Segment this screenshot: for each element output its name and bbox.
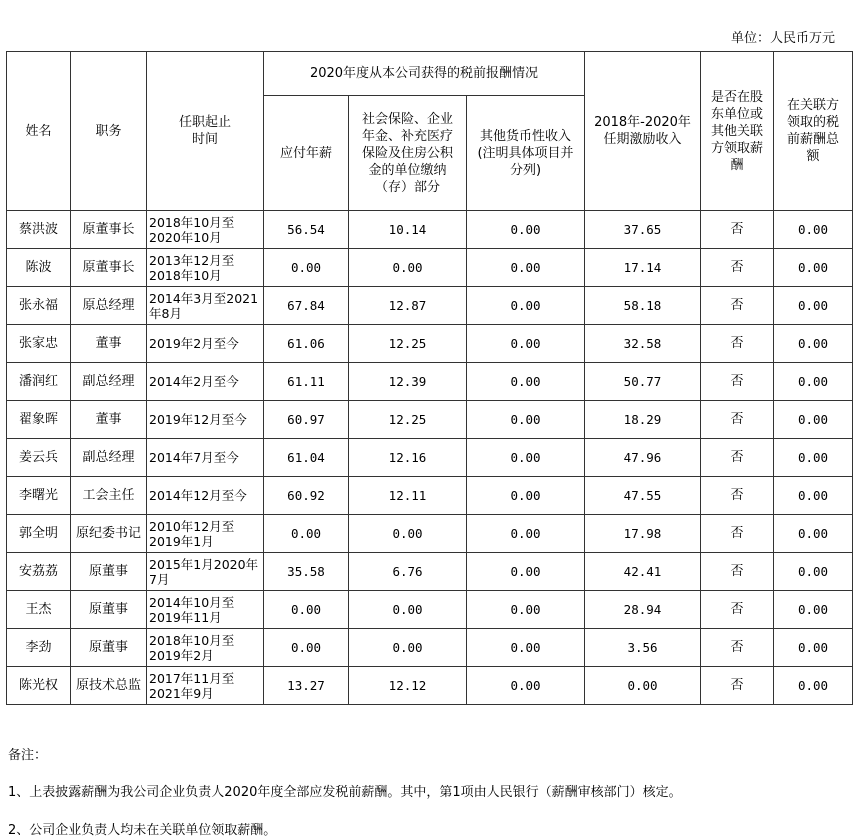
cell-position: 原董事	[71, 591, 147, 629]
cell-incentive: 42.41	[585, 553, 701, 591]
cell-social: 12.12	[349, 667, 467, 705]
cell-position: 工会主任	[71, 477, 147, 515]
cell-related: 否	[701, 249, 774, 287]
cell-social: 12.39	[349, 363, 467, 401]
table-row	[7, 287, 853, 325]
cell-tenure: 2014年12月至今	[147, 477, 264, 515]
cell-salary: 60.97	[264, 401, 349, 439]
cell-related-total: 0.00	[774, 363, 853, 401]
cell-other: 0.00	[467, 515, 585, 553]
table-row	[7, 363, 853, 401]
cell-related: 否	[701, 325, 774, 363]
cell-other: 0.00	[467, 363, 585, 401]
header-related	[701, 52, 774, 211]
cell-other: 0.00	[467, 477, 585, 515]
note-item: 2、公司企业负责人均未在关联单位领取薪酬。	[8, 823, 277, 838]
cell-social: 0.00	[349, 591, 467, 629]
cell-tenure: 2017年11月至2021年9月	[147, 667, 264, 705]
table-body	[7, 211, 853, 705]
notes-title: 备注：	[8, 748, 48, 763]
cell-social: 12.11	[349, 477, 467, 515]
cell-other: 0.00	[467, 553, 585, 591]
cell-other: 0.00	[467, 249, 585, 287]
cell-tenure: 2014年3月至2021年8月	[147, 287, 264, 325]
table-row	[7, 515, 853, 553]
cell-salary: 13.27	[264, 667, 349, 705]
cell-related-total: 0.00	[774, 401, 853, 439]
cell-related-total: 0.00	[774, 553, 853, 591]
cell-position: 原董事长	[71, 211, 147, 249]
cell-other: 0.00	[467, 287, 585, 325]
cell-social: 12.87	[349, 287, 467, 325]
cell-related: 否	[701, 515, 774, 553]
cell-other: 0.00	[467, 401, 585, 439]
cell-other: 0.00	[467, 325, 585, 363]
unit-label: 单位：人民币万元	[730, 31, 835, 46]
header-tenure	[147, 52, 264, 211]
cell-social: 0.00	[349, 629, 467, 667]
cell-related-total: 0.00	[774, 591, 853, 629]
cell-salary: 60.92	[264, 477, 349, 515]
cell-name: 张家忠	[7, 325, 71, 363]
cell-salary: 56.54	[264, 211, 349, 249]
table-row	[7, 477, 853, 515]
cell-other: 0.00	[467, 667, 585, 705]
cell-position: 原纪委书记	[71, 515, 147, 553]
cell-social: 10.14	[349, 211, 467, 249]
cell-tenure: 2014年7月至今	[147, 439, 264, 477]
cell-related-total: 0.00	[774, 439, 853, 477]
cell-salary: 61.11	[264, 363, 349, 401]
header-other	[467, 96, 585, 211]
cell-tenure: 2015年1月2020年7月	[147, 553, 264, 591]
cell-position: 董事	[71, 401, 147, 439]
cell-position: 原总经理	[71, 287, 147, 325]
cell-name: 张永福	[7, 287, 71, 325]
cell-salary: 0.00	[264, 515, 349, 553]
cell-incentive: 28.94	[585, 591, 701, 629]
cell-social: 12.25	[349, 325, 467, 363]
cell-position: 副总经理	[71, 439, 147, 477]
note-item: 1、上表披露薪酬为我公司企业负责人2020年度全部应发税前薪酬。其中，第1项由人民银行（薪酬审核部门）核定。	[8, 785, 682, 800]
cell-salary: 0.00	[264, 629, 349, 667]
table-row	[7, 553, 853, 591]
cell-position: 原董事	[71, 553, 147, 591]
cell-salary: 67.84	[264, 287, 349, 325]
cell-tenure: 2013年12月至2018年10月	[147, 249, 264, 287]
cell-other: 0.00	[467, 211, 585, 249]
cell-tenure: 2014年2月至今	[147, 363, 264, 401]
cell-name: 蔡洪波	[7, 211, 71, 249]
cell-name: 李曙光	[7, 477, 71, 515]
cell-related: 否	[701, 477, 774, 515]
table-row	[7, 667, 853, 705]
cell-related: 否	[701, 553, 774, 591]
header-social-text: 社会保险、企业年金、补充医疗保险及住房公积金的单位缴纳（存）部分	[361, 111, 453, 195]
cell-related-total: 0.00	[774, 325, 853, 363]
cell-related-total: 0.00	[774, 629, 853, 667]
table-row	[7, 401, 853, 439]
cell-incentive: 18.29	[585, 401, 701, 439]
cell-incentive: 17.14	[585, 249, 701, 287]
cell-tenure: 2018年10月至2020年10月	[147, 211, 264, 249]
cell-social: 12.25	[349, 401, 467, 439]
cell-salary: 61.04	[264, 439, 349, 477]
table-row	[7, 629, 853, 667]
table-row	[7, 439, 853, 477]
cell-related-total: 0.00	[774, 287, 853, 325]
cell-social: 0.00	[349, 515, 467, 553]
cell-related-total: 0.00	[774, 515, 853, 553]
cell-name: 姜云兵	[7, 439, 71, 477]
cell-other: 0.00	[467, 439, 585, 477]
compensation-table	[6, 51, 853, 705]
cell-salary: 0.00	[264, 249, 349, 287]
cell-salary: 0.00	[264, 591, 349, 629]
header-salary: 应付年薪	[264, 96, 349, 211]
cell-incentive: 0.00	[585, 667, 701, 705]
cell-position: 副总经理	[71, 363, 147, 401]
header-related-total-text: 在关联方领取的税前薪酬总额	[786, 98, 839, 164]
cell-name: 郭全明	[7, 515, 71, 553]
cell-incentive: 3.56	[585, 629, 701, 667]
cell-related: 否	[701, 439, 774, 477]
cell-name: 潘润红	[7, 363, 71, 401]
cell-tenure: 2010年12月至2019年1月	[147, 515, 264, 553]
cell-position: 原技术总监	[71, 667, 147, 705]
cell-related: 否	[701, 401, 774, 439]
cell-name: 陈光权	[7, 667, 71, 705]
cell-related: 否	[701, 629, 774, 667]
header-other-text: 其他货币性收入(注明具体项目并分列)	[477, 128, 574, 178]
cell-social: 0.00	[349, 249, 467, 287]
cell-salary: 61.06	[264, 325, 349, 363]
cell-related-total: 0.00	[774, 477, 853, 515]
cell-related: 否	[701, 211, 774, 249]
header-position: 职务	[71, 52, 147, 211]
cell-related: 否	[701, 591, 774, 629]
header-social	[349, 96, 467, 211]
cell-salary: 35.58	[264, 553, 349, 591]
cell-related-total: 0.00	[774, 211, 853, 249]
header-incentive	[585, 52, 701, 211]
cell-related: 否	[701, 287, 774, 325]
cell-social: 12.16	[349, 439, 467, 477]
header-group: 2020年度从本公司获得的税前报酬情况	[264, 52, 585, 96]
cell-related: 否	[701, 363, 774, 401]
table-row	[7, 211, 853, 249]
cell-other: 0.00	[467, 629, 585, 667]
cell-name: 安荔荔	[7, 553, 71, 591]
cell-position: 原董事	[71, 629, 147, 667]
cell-incentive: 58.18	[585, 287, 701, 325]
table-row	[7, 249, 853, 287]
cell-related-total: 0.00	[774, 249, 853, 287]
cell-incentive: 47.96	[585, 439, 701, 477]
cell-name: 王杰	[7, 591, 71, 629]
cell-name: 李劲	[7, 629, 71, 667]
table-row	[7, 591, 853, 629]
cell-name: 翟象晖	[7, 401, 71, 439]
header-tenure-text: 任职起止时间	[178, 115, 231, 147]
cell-tenure: 2019年12月至今	[147, 401, 264, 439]
cell-incentive: 32.58	[585, 325, 701, 363]
cell-tenure: 2014年10月至2019年11月	[147, 591, 264, 629]
cell-tenure: 2019年2月至今	[147, 325, 264, 363]
cell-incentive: 50.77	[585, 363, 701, 401]
cell-social: 6.76	[349, 553, 467, 591]
cell-related-total: 0.00	[774, 667, 853, 705]
cell-incentive: 37.65	[585, 211, 701, 249]
cell-incentive: 17.98	[585, 515, 701, 553]
header-related-text: 是否在股东单位或其他关联方领取薪酬	[711, 89, 764, 173]
cell-position: 董事	[71, 325, 147, 363]
cell-position: 原董事长	[71, 249, 147, 287]
header-related-total	[774, 52, 853, 211]
cell-name: 陈波	[7, 249, 71, 287]
cell-other: 0.00	[467, 591, 585, 629]
cell-related: 否	[701, 667, 774, 705]
header-name: 姓名	[7, 52, 71, 211]
header-incentive-text: 2018年-2020年任期激励收入	[594, 115, 691, 147]
cell-incentive: 47.55	[585, 477, 701, 515]
cell-tenure: 2018年10月至2019年2月	[147, 629, 264, 667]
table-row	[7, 325, 853, 363]
